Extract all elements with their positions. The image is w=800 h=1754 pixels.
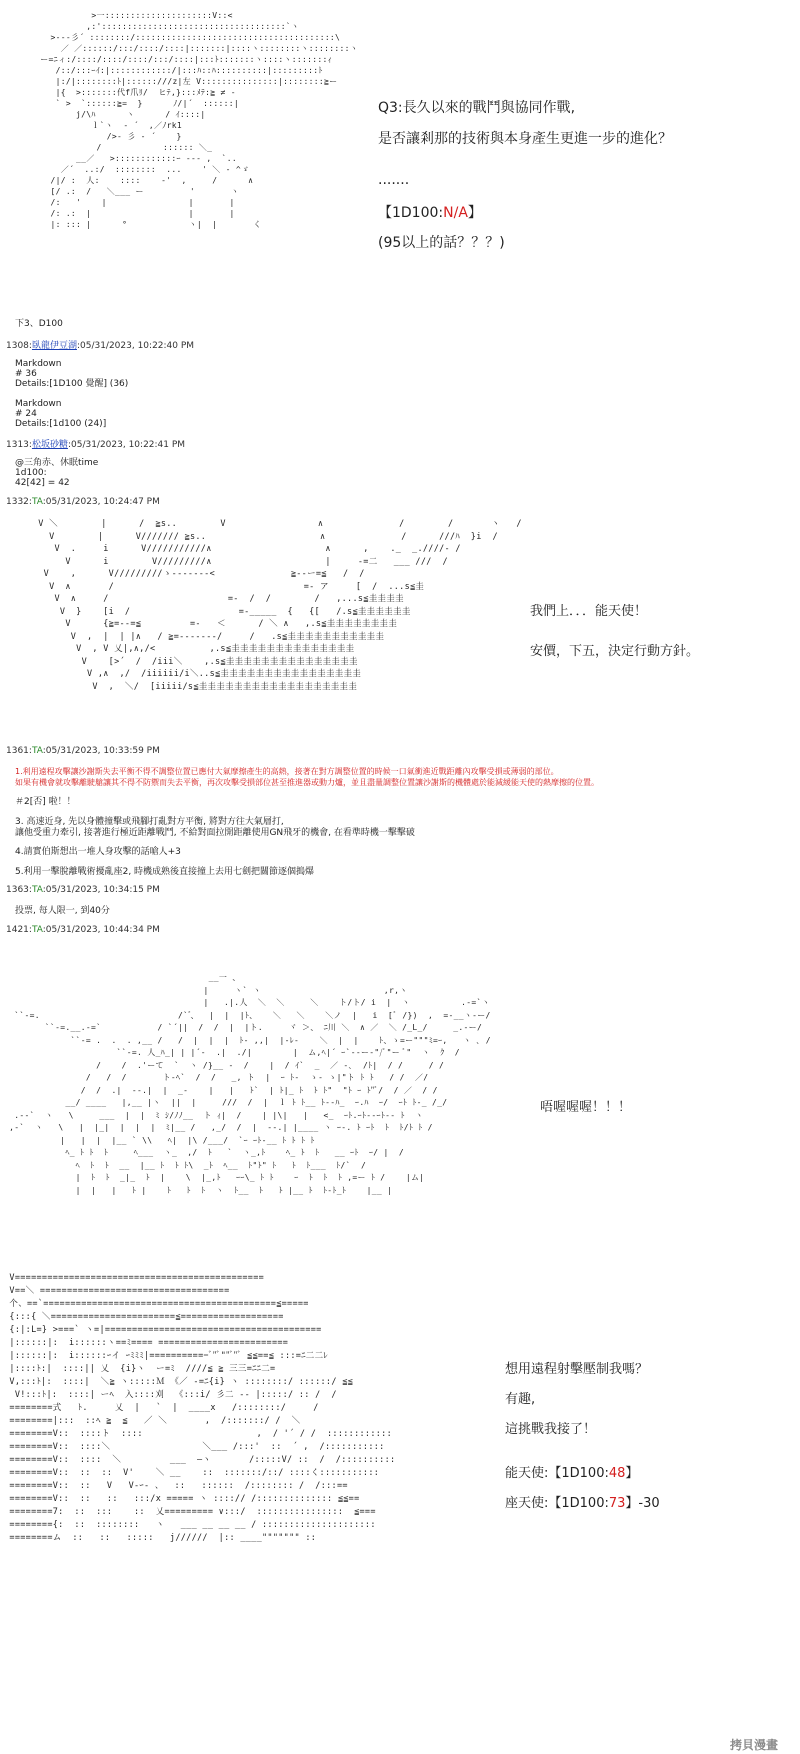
roll-value: 48: [608, 1466, 626, 1481]
dialog-line: Q3:長久以來的戰鬥與協同作戰,: [378, 100, 576, 116]
watermark: 拷貝漫畫: [730, 1738, 779, 1752]
post-number: 1308:: [6, 341, 32, 351]
post-time: :05/31/2023, 10:22:40 PM: [76, 341, 195, 351]
dice-roll: [378, 202, 482, 222]
dialog-line: 安價，下五，決定行動方針。: [530, 644, 700, 659]
roll-prefix: 能天使:【1D100:: [505, 1466, 609, 1481]
post-body-line: # 24: [15, 409, 37, 419]
post-header: [6, 338, 194, 351]
post-time: :05/31/2023, 10:44:34 PM: [42, 925, 160, 935]
vote-option-1-line: 如果有機會就攻擊離駛艙讓其不得不防禦而失去平衡，再次攻擊受損部位甚至推進器或動力爐，並且盡量調整位置讓沙謝斯的機體處於能減緩能天使的熱摩擦的位置。: [15, 778, 599, 787]
ascii-art-mobile-suit: __一 、 | ヽ` ヽ ,r,ヽ | .|.人 ＼ ＼ ＼ ト/ト/ i | ヽ .-=`ヽ ``-=. /` ゙、 | | |ﾄ、 ＼ ＼ ＼ノ | i [ﾞ /}) , =-__ヽ-ー/ ``-=.__.-=` / `´|| / / | |ト. ヾ ＞、 ﾆ川 ＼ ∧ ／ ＼ /_L_/ _.-ー/ ``-= . . . ,__ / / | | | ﾄ- ,,| |-ﾚ- ＼ | | ﾄ、ゝ=ー"""ﾐ=ｰ, ヽ ､ / ``-=. 人_ﾊ_| | |´- .| ./| | ム,ﾍ|´ ｰ`-‐ー-"/ﾞ"ー ﾞ" ヽ ｸ / / / .'ーて ` ヽ /}__ - / | / ｲ` _ ／ ‐､ /ﾄ| / / / / / / / ト-ﾍ` / / _, ト | ｰ ﾄ- ゝ- ゝ|"ト ﾄ ﾄ / / ／/ / / .| --.| | _- | | ﾄ` | ﾄ|_ ﾄ ﾄ ﾄ" "ﾄ ｰ ﾄ"ﾞ/ / ／ / / __/ ____ |,__ |ヽ || | /// / | ｌ ﾄ ﾄ__ ﾄ--ﾊ_ ｰ.ﾊ ｰ/ ｰﾄ ﾄ-_ /_/ .--` ヽ \ ___ | | ﾐ ｼ/ﾉﾉ__ ト ｨ| / | |\| | <_ ｰﾄ.ｰﾄ--ｰﾄ-- ﾄ ヽ ,-` ヽ \ | |_| | | | ﾐ|__ / ,_/ / | --.| |____ ヽ ｰ-. ﾄ ｰﾄ ﾄ ﾄ/ﾄ ﾄ / | | | |__ ` \\ ﾍ| |\ /___/ `ｰ ｰﾄ-__ ﾄ ﾄ ﾄ ﾄ ﾍ_ ﾄ ﾄ ﾄ ﾍ___ ヽ_ ,/ ﾄ ` ヽ_,ﾄ ﾍ_ ﾄ ﾄ __ ｰﾄ ｰ/ | / ﾍ ﾄ ﾄ __ |__ ﾄ ﾄ ﾄ\ _ﾄ ﾍ__ ﾄ"ﾄ" ﾄ ﾄ ﾄ___ ﾄ/` / | ﾄ ﾄ _|_ ﾄ | \ |_,ﾄ ｰｰ\_ ﾄ ﾄ ｰ ﾄ ﾄ ﾄ ,=ー ﾄ / |ム| | | | ﾄ | ﾄ ﾄ ﾄ ヽ ﾄ__ ﾄ ﾄ |__ ﾄ ﾄ-ﾄ_ﾄ |__ |: [9, 973, 491, 1195]
post-header: [6, 746, 160, 756]
vote-option-3-line: 讓他受重力牽引, 接著進行極近距離戰鬥, 不給對面拉開距離使用GN飛牙的機會, 在看準時機一擊擊破: [15, 828, 415, 838]
roll-suffix: 】: [625, 1466, 639, 1481]
dice-roll: [505, 1462, 638, 1481]
post-number: 1313:: [6, 440, 32, 450]
dialog-line: 這挑戰我接了！: [505, 1422, 597, 1437]
post-header: [6, 497, 160, 507]
post-number: 1363:: [6, 885, 32, 895]
post-header: [6, 437, 185, 450]
ascii-art-character-2: V============================================== V==＼ =================================== 个、==`===========================================≦===== {:::{ ＼=======================≦=================== {:|:L=} >===` ヽ=|======================================== |::::::|: i::::::ヽ==ﾐ==== ======================== |::::::|: i::::::ｰイ ｰﾐﾐﾐ|===========ﾞ"ﾞ""ﾞ"ﾞ ≦≦==≦ :::=ﾆ二二ﾚ |::::ﾄ:| ::::|| 乂 {i}ヽ ー=ﾐ ////≦ ≧ 三三=ﾆﾆ二= V,:::ﾄ|: ::::| ＼≧ ヽ:::::Ｍ 《／ -=ﾆ{i} ヽ ::::::::/ ::::::/ ≦≦ V!:::ﾄ|: ::::| ーﾍ 入::::刈 《:::i/ 彡二 ‐- |:::::/ :: / / ========式 ﾄ. 乂 | ` | ____x /::::::::/ / ========|::: ::ﾍ ≧ ≦ ／ ＼ , /:::::::/ / ＼ ========V:: ::::ト :::: , / '´ / / :::::::::::: ========V:: ::::＼ ＼___ /:::' :: ´ , /::::::::::: ========V:: :::: ＼ ___ ―ヽ /:::::V/ :: / /:::::::::: ========V:: :: :: V' ＼ __ :: :::::::/::/ ::::く::::::::::: ========V:: :: V V‐ｰ‐ 、 :: :::::: /:::::::: / /:::== ========V:: :: :: :::/x ===== ヽ ::::// /:::::::::::::: ≦≦== ========7: :: ::: :: 乂========= ∨:::/ :::::::::::::::: ≦=== ========{: :: :::::::: ヽ ___ __ __ __ / ::::::::::::::::::::: ========ム :: :: ::::: j////// |:: ____""""""" ::: [9, 1273, 396, 1543]
roll-suffix: 】-30: [625, 1496, 660, 1511]
dialog-line: 我們上．．．能天使！: [530, 604, 648, 619]
roll-value: 73: [608, 1496, 626, 1511]
dialog-line: 是否讓剎那的技術與本身產生更進一步的進化？: [378, 131, 672, 147]
dialog-line: 唔喔喔喔！！！: [540, 1100, 632, 1115]
roll-prefix: 座天使:【1D100:: [505, 1496, 609, 1511]
post-body-line: 1d100:: [15, 468, 47, 478]
post-author-link[interactable]: 松坂砂糖: [31, 440, 68, 450]
dialog-note: (95以上的話？？？): [378, 235, 505, 251]
vote-option-1-line: 1.利用遠程攻擊讓沙謝斯失去平衡不得不調整位置已應付大氣摩擦產生的高熱，接著在對方調整位置的時候一口氣衝進近戰距離內攻擊受損或薄弱的部位。: [15, 767, 559, 776]
vote-option-5: 5.利用一擊脫離戰術擾亂座2, 時機成熟後直接撞上去用七劍把關節逐個搗爆: [15, 867, 315, 877]
post-body-line: Details:[1D100 覺醒] (36): [15, 379, 129, 389]
dice-roll: [505, 1492, 660, 1511]
post-body-line: 投票, 每人限一, 到40分: [15, 906, 110, 916]
post-time: :05/31/2023, 10:33:59 PM: [42, 746, 160, 756]
post-time: :05/31/2023, 10:22:41 PM: [67, 440, 186, 450]
post-header: [6, 885, 160, 895]
post-author: TA: [31, 885, 43, 895]
post-body-line: 42[42] = 42: [15, 478, 70, 488]
post-body-line: Details:[1d100 (24)]: [15, 419, 107, 429]
post-time: :05/31/2023, 10:24:47 PM: [42, 497, 160, 507]
dialog-line: 想用遠程射擊壓制我嗎？: [505, 1362, 649, 1377]
ascii-art-character-1: >一:::::::::::::::::::::V::< ,:'::::::::::::::::::::::::::::::::::::`ヽ >---彡´ ::::::::/:::::::::::::::::::::::::::::::::::::::\ ／ ／::::::/:::/::::/::::|:::::::|::::ヽ::::::::ヽ::::::::ヽ ー=ﾆィ:/::::/::::/::::/:::/::::|:::ﾄ:::::::ヽ::::ヽ:::::::ｨ /::/:::ｰｲ:|::::::::::::/|:::ﾊ::ﾊ::::::::::|:::::::::ﾄ |:/|::::::::ﾄ|::::::///z|左 V:::::::::::::::|::::::::≧ー |{ >:::::::代f爪ﾘ/ ヒﾃ,}:::ﾒﾃ:≧ ≠ - ` > `::::::≧= } ﾉ/|´ ::::::| j/\ﾊ ヽ / ｲ::::| ｌ`ヽ ‐ ´ ,／ﾉrk1 />‐ 彡 ‐ ´ } / :::::: ＼_ __／ >::::::::::::ｰ ‐-- , `.. ／´ ..:/ :::::::: ... ' ＼ ‐ ^ゞ /|/ : 人: :::: -' , / ∧ [/ .: / ＼___ ー ' ヽ /: ' | | | /: .: | | | |: ::: | ° ヽ| | く: [40, 11, 359, 229]
roll-prefix: 【1D100:: [378, 205, 444, 221]
dialog-line: 有趣,: [505, 1392, 536, 1407]
dialog-dots: .......: [378, 172, 410, 188]
post-header: [6, 925, 160, 935]
roll-value: N/A: [443, 205, 468, 221]
thread-footer: 下3、D100: [15, 319, 63, 329]
post-number: 1361:: [6, 746, 32, 756]
post-time: :05/31/2023, 10:34:15 PM: [42, 885, 160, 895]
post-author-link[interactable]: 臥龍伊豆湖: [31, 341, 77, 351]
roll-suffix: 】: [467, 205, 482, 221]
post-body-line: @三角赤、休眠time: [15, 458, 99, 468]
post-author: TA: [31, 497, 43, 507]
ascii-art-action-scene: V ＼ | / ≧s.. V ∧ / / ヽ / V | V/////// ≧s.. ∧ / ///ﾊ }i / V . i V///////////∧ ∧ , ._ _.////- / V i V/////////∧ | -=二 ___ /// / V , V/////////ゝ-------< ≧--ー=≦ / / V ∧ / =- ア [ / ...s≦圭 V ∧ / =- / / / ,...s≦圭圭圭圭 V } [i / =-_____ { {[ /.s≦圭圭圭圭圭圭 V {≧=--=≦ =- ＜ / ＼ ∧ ,.s≦圭圭圭圭圭圭圭圭 V , | | |∧ / ≧=-------/ / .s≦圭圭圭圭圭圭圭圭圭圭圭 V , V 乂|,∧,/< ,.s≦圭圭圭圭圭圭圭圭圭圭圭圭圭圭 V [>´ / /iii＼ ,.s≦圭圭圭圭圭圭圭圭圭圭圭圭圭圭圭 V ,∧ ,/ /iiiiii/i＼..s≦圭圭圭圭圭圭圭圭圭圭圭圭圭圭圭圭 V , ＼/ [iiiii/s≦圭圭圭圭圭圭圭圭圭圭圭圭圭圭圭圭圭圭: [38, 519, 522, 692]
post-author: TA: [31, 925, 43, 935]
vote-option-4: 4.請實伯斯想出一堆人身攻擊的話嗆人+3: [15, 847, 181, 857]
vote-option-2: ＃2[否] 啦！！: [15, 797, 76, 807]
post-number: 1332:: [6, 497, 32, 507]
post-number: 1421:: [6, 925, 32, 935]
vote-option-3-line: 3. 高速近身, 先以身體撞擊或飛腳打亂對方平衡, 將對方往大氣層打,: [15, 817, 284, 827]
post-body-line: Markdown: [15, 399, 62, 409]
post-body-line: Markdown: [15, 359, 62, 369]
post-author: TA: [31, 746, 43, 756]
post-body-line: # 36: [15, 369, 37, 379]
